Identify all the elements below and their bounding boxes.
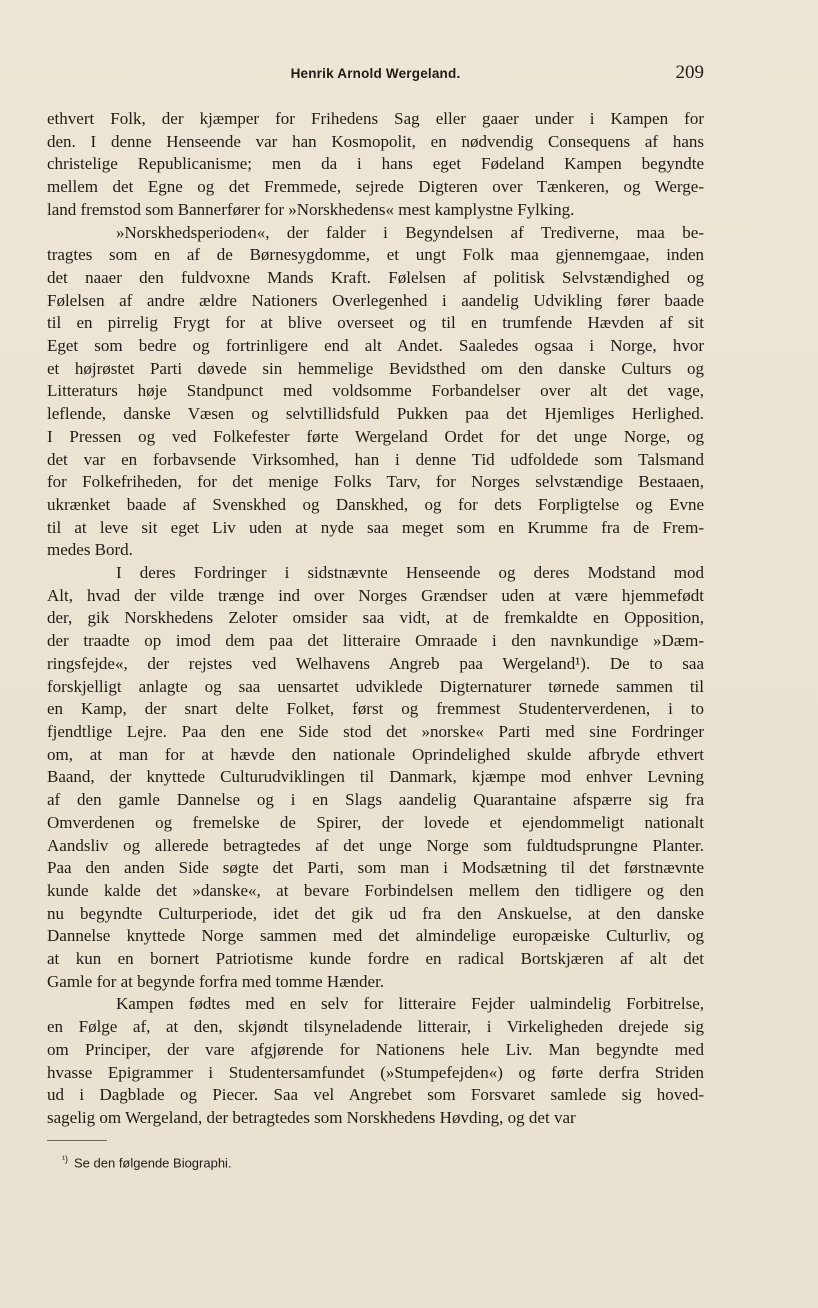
text-line: det var en forbavsende Virksomhed, han i denne Tid udfoldede som Talsmand xyxy=(47,449,704,469)
text-line: der traadte op imod dem paa det litteraire Omraade i den navnkundige »Dæm- xyxy=(47,631,704,651)
text-line: nu begyndte Culturperiode, idet det gik ud fra den Anskuelse, at den danske xyxy=(47,903,704,923)
text-line: I Pressen og ved Folkefester førte Wergeland Ordet for det unge Norge, og xyxy=(47,426,704,446)
text-line: Omverdenen og fremelske de Spirer, der lovede et ejendommeligt nationalt xyxy=(47,812,704,832)
text-line: ukrænket baade af Svenskhed og Danskhed, og for dets Forpligtelse og Evne xyxy=(47,494,704,514)
text-line: der, gik Norskhedens Zeloter omsider saa vidt, at de fremkaldte en Opposition, xyxy=(47,608,704,628)
text-line: en Følge af, at den, skjøndt tilsyneladende litterair, i Virkeligheden drejede sig xyxy=(47,1017,704,1037)
text-line: Paa den anden Side søgte det Parti, som man i Modsætning til det førstnævnte xyxy=(47,858,704,878)
text-line: I deres Fordringer i sidstnævnte Henseende og deres Modstand mod xyxy=(116,563,704,583)
text-line: ud i Dagblade og Piecer. Saa vel Angrebet som Forsvaret samlede sig hoved- xyxy=(47,1085,704,1105)
text-line: Følelsen af andre ældre Nationers Overlegenhed i aandelig Udvikling fører baade xyxy=(47,290,704,310)
paragraph xyxy=(47,108,704,222)
text-line: christelige Republicanisme; men da i hans eget Fødeland Kampen begyndte xyxy=(47,154,704,174)
text-line: for Folkefriheden, for det menige Folks Tarv, for Norges selvstændige Bestaaen, xyxy=(47,472,704,492)
text-line: medes Bord. xyxy=(47,540,133,560)
text-line: sagelig om Wergeland, der betragtedes som Norskhedens Høvding, og det var xyxy=(47,1107,576,1127)
page-number: 209 xyxy=(675,62,704,83)
page-header xyxy=(47,62,704,90)
paragraph xyxy=(47,993,704,1129)
text-line: om Principer, der vare afgjørende for Nationens hele Liv. Man begyndte med xyxy=(47,1039,704,1059)
text-line: til en pirrelig Frygt for at blive overseet og til en trumfende Hævden af sit xyxy=(47,313,704,333)
text-line: mellem det Egne og det Fremmede, sejrede Digteren over Tænkeren, og Werge- xyxy=(47,177,704,197)
text-line: et højrøstet Parti døvede sin hemmelige Bevidsthed om den danske Culturs og xyxy=(47,358,704,378)
text-line: af den gamle Dannelse og i en Slags aandelig Quarantaine afspærre sig fra xyxy=(47,790,704,810)
text-line: Litteraturs høje Standpunct med voldsomme Forbandelser over alt det vage, xyxy=(47,381,704,401)
text-line: Baand, der knyttede Culturudviklingen til Danmark, kjæmpe mod enhver Levning xyxy=(47,767,704,787)
paragraph xyxy=(47,222,704,563)
text-line: land fremstod som Bannerfører for »Norskhedens« mest kamplystne Fylking. xyxy=(47,199,575,219)
footnote-marker: ¹) xyxy=(62,1154,68,1164)
text-line: leflende, danske Væsen og selvtillidsfuld Pukken paa det Hjemliges Herlighed. xyxy=(47,404,704,424)
paragraph xyxy=(47,562,704,993)
text-line: Alt, hvad der vilde trænge ind over Norges Grændser uden at være hjemmefødt xyxy=(47,585,704,605)
text-line: hvasse Epigrammer i Studentersamfundet (»Stumpefejden«) og førte derfra Striden xyxy=(47,1062,704,1082)
footnote-text: Se den følgende Biographi. xyxy=(74,1155,232,1171)
text-line: tragtes som en af de Børnesygdomme, et ungt Folk maa gjennemgaae, inden xyxy=(47,245,704,265)
text-line: at kun en bornert Patriotisme kunde fordre en radical Bortskjæren af alt det xyxy=(47,949,704,969)
footnote xyxy=(62,1154,702,1170)
running-title: Henrik Arnold Wergeland. xyxy=(290,66,461,81)
text-line: ethvert Folk, der kjæmper for Frihedens Sag eller gaaer under i Kampen for xyxy=(47,109,704,128)
text-line: til at leve sit eget Liv uden at nyde saa meget som en Krumme fra de Frem- xyxy=(47,517,704,537)
text-line: den. I denne Henseende var han Kosmopolit, en nødvendig Consequens af hans xyxy=(47,131,704,151)
text-line: »Norskhedsperioden«, der falder i Begyndelsen af Trediverne, maa be- xyxy=(116,222,704,242)
text-line: om, at man for at hævde den nationale Oprindelighed skulde afbryde ethvert xyxy=(47,744,704,764)
text-line: det naaer den fuldvoxne Mands Kraft. Følelsen af politisk Selvstændighed og xyxy=(47,267,704,287)
text-line: ringsfejde«, der rejstes ved Welhavens Angreb paa Wergeland¹). De to saa xyxy=(47,653,704,673)
text-line: Dannelse knyttede Norge sammen med det almindelige europæiske Culturliv, og xyxy=(47,926,704,946)
text-line: Aandsliv og allerede betragtedes af det unge Norge som fuldtudsprungne Planter. xyxy=(47,835,704,855)
text-line: Eget som bedre og fortrinligere end alt Andet. Saaledes ogsaa i Norge, hvor xyxy=(47,336,704,356)
text-line: kunde kalde det »danske«, at bevare Forbindelsen mellem den tidligere og den xyxy=(47,880,704,900)
footnote-divider xyxy=(47,1140,107,1141)
body-text xyxy=(47,108,704,1130)
text-line: en Kamp, der snart delte Folket, først og fremmest Studenterverdenen, i to xyxy=(47,699,704,719)
text-line: Gamle for at begynde forfra med tomme Hænder. xyxy=(47,971,385,991)
text-line: forskjelligt anlagte og saa uensartet udviklede Digternaturer tørnede sammen til xyxy=(47,676,704,696)
text-line: fjendtlige Lejre. Paa den ene Side stod det »norske« Parti med sine Fordringer xyxy=(47,721,704,741)
text-line: Kampen fødtes med en selv for litteraire Fejder ualmindelig Forbitrelse, xyxy=(116,994,704,1014)
